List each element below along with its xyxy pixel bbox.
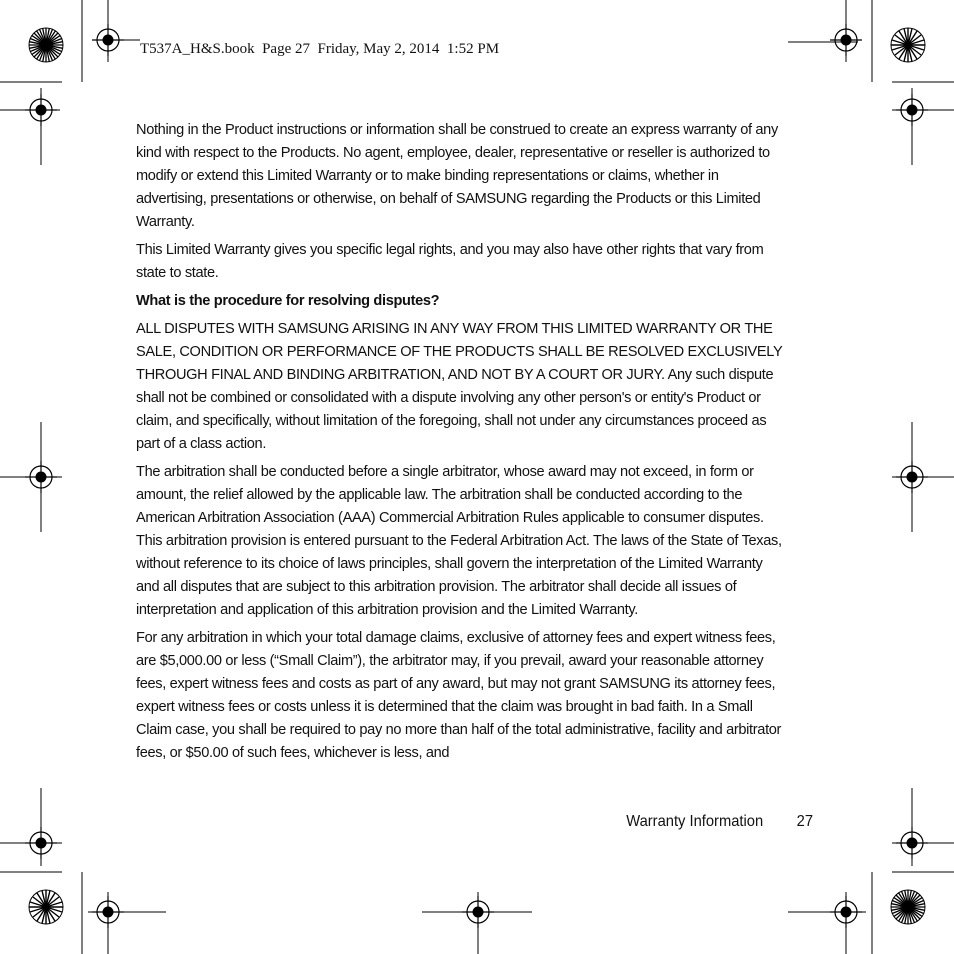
warranty-body bbox=[136, 118, 789, 769]
paragraph-small-claim: For any arbitration in which your total damage claims, exclusive of attorney fees and expert witness fees, are $5,000.00 or less (“Small Claim”), the arbitrator may, if you prevail, award your reasonable attorney fees, expert witness fees and costs as part of any award, but may not grant SAMSUNG its attorney fees, expert witness fees or costs unless it is determined that the claim was brought in bad faith. In a Small Claim case, you shall be required to pay no more than half of the total administrative, facility and arbitrator fees, or $50.00 of such fees, whichever is less, and bbox=[136, 629, 782, 761]
paragraph-arbitration-clause: ALL DISPUTES WITH SAMSUNG ARISING IN ANY WAY FROM THIS LIMITED WARRANTY OR THE SALE, CONDITION OR PERFORMANCE OF THE PRODUCTS SHALL BE RESOLVED EXCLUSIVELY THROUGH FINAL AND BINDING ARBITRATION, AND NOT BY A COURT OR JURY. Any such dispute shall not be combined or consolidated with a dispute involving any other person's or entity's Product or claim, and specifically, without limitation of the foregoing, shall not under any circumstances proceed as part of a class action. bbox=[136, 320, 783, 452]
paragraph-express-warranty: Nothing in the Product instructions or information shall be construed to create an express warranty of any kind with respect to the Products. No agent, employee, dealer, representative or reseller is authorized to modify or extend this Limited Warranty or to make binding representations or claims, whether in advertising, presentations or otherwise, on behalf of SAMSUNG regarding the Products or this Limited Warranty. bbox=[136, 121, 778, 230]
page-footer bbox=[626, 813, 813, 831]
print-slug: T537A_H&S.book Page 27 Friday, May 2, 2014 1:52 PM bbox=[140, 41, 500, 57]
disputes-heading: What is the procedure for resolving disputes? bbox=[136, 292, 440, 309]
page-number: 27 bbox=[796, 813, 813, 830]
paragraph-arbitration-rules: The arbitration shall be conducted before a single arbitrator, whose award may not exceed, in form or amount, the relief allowed by the applicable law. The arbitration shall be conducted according to the American Arbitration Association (AAA) Commercial Arbitration Rules applicable to consumer disputes. This arbitration provision is entered pursuant to the Federal Arbitration Act. The laws of the State of Texas, without reference to its choice of laws principles, shall govern the interpretation of the Limited Warranty and all disputes that are subject to this arbitration provision. The arbitrator shall decide all issues of interpretation and application of this arbitration provision and the Limited Warranty. bbox=[136, 463, 782, 618]
footer-section-title: Warranty Information bbox=[626, 813, 764, 830]
paragraph-legal-rights: This Limited Warranty gives you specific legal rights, and you may also have other rights that vary from state to state. bbox=[136, 241, 764, 281]
